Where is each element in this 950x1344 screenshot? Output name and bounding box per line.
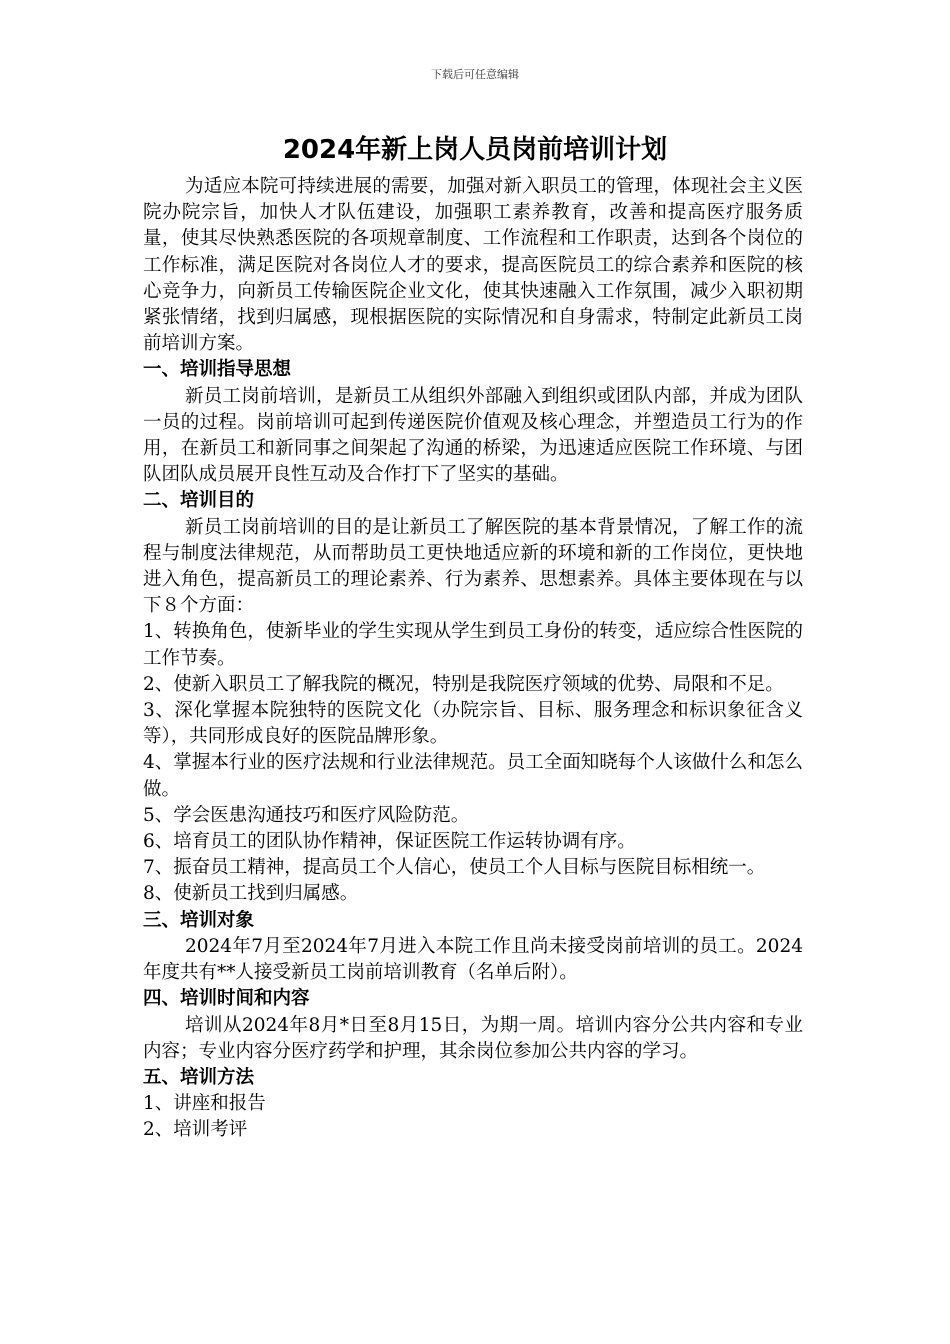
section-text-time-content: 培训从2024年8月*日至8月15日，为期一周。培训内容分公共内容和专业内容；专业内容分医疗药学和护理，其余岗位参加公共内容的学习。 xyxy=(143,1014,803,1062)
section-heading-guiding-ideology: 一、培训指导思想 xyxy=(143,359,292,381)
purpose-item: 3、深化掌握本院独特的医院文化（办院宗旨、目标、服务理念和标识象征含义等），共同形成良好的医院品牌形象。 xyxy=(143,700,803,748)
purpose-item: 1、转换角色，使新毕业的学生实现从学生到员工身份的转变，适应综合性医院的工作节奏。 xyxy=(143,621,803,669)
purpose-item: 5、学会医患沟通技巧和医疗风险防范。 xyxy=(143,804,470,826)
section-heading-methods: 五、培训方法 xyxy=(143,1066,255,1088)
section-heading-purpose: 二、培训目的 xyxy=(143,490,255,512)
section-heading-time-content: 四、培训时间和内容 xyxy=(143,988,310,1010)
purpose-item: 4、掌握本行业的医疗法规和行业法律规范。员工全面知晓每个人该做什么和怎么做。 xyxy=(143,752,803,800)
purpose-item: 2、使新入职员工了解我院的概况，特别是我院医疗领域的优势、局限和不足。 xyxy=(143,673,784,695)
section-text-guiding-ideology: 新员工岗前培训，是新员工从组织外部融入到组织或团队内部，并成为团队一员的过程。岗前培训可起到传递医院价值观及核心理念，并塑造员工行为的作用，在新员工和新同事之间架起了沟通的桥梁，为迅速适应医院工作环境、与团队团队成员展开良性互动及合作打下了坚实的基础。 xyxy=(143,385,803,486)
purpose-item: 8、使新员工找到归属感。 xyxy=(143,883,359,905)
purpose-item: 6、培育员工的团队协作精神，保证医院工作运转协调有序。 xyxy=(143,831,636,853)
method-item: 1、讲座和报告 xyxy=(143,1093,266,1115)
section-text-trainees: 2024年7月至2024年7月进入本院工作且尚未接受岗前培训的员工。2024年度共有**人接受新员工岗前培训教育（名单后附）。 xyxy=(143,935,803,984)
header-note: 下载后可任意编辑 xyxy=(431,68,519,81)
purpose-item: 7、振奋员工精神，提高员工个人信心，使员工个人目标与医院目标相统一。 xyxy=(143,857,766,879)
intro-paragraph: 为适应本院可持续进展的需要，加强对新入职员工的管理，体现社会主义医院办院宗旨，加快人才队伍建设，加强职工素养教育，改善和提高医疗服务质量，使其尽快熟悉医院的各项规章制度、工作流程和工作职责，达到各个岗位的工作标准，满足医院对各岗位人才的要求，提高医院员工的综合素养和医院的核心竞争力，向新员工传输医院企业文化，使其快速融入工作氛围，减少入职初期紧张情绪，找到归属感，现根据医院的实际情况和自身需求，特制定此新员工岗前培训方案。 xyxy=(143,176,803,355)
method-item: 2、培训考评 xyxy=(143,1119,248,1141)
section-text-purpose: 新员工岗前培训的目的是让新员工了解医院的基本背景情况，了解工作的流程与制度法律规范，从而帮助员工更快地适应新的环境和新的工作岗位，更快地进入角色，提高新员工的理论素养、行为素养、思想素养。具体主要体现在与以下８个方面： xyxy=(143,516,803,617)
document-title: 2024年新上岗人员岗前培训计划 xyxy=(282,135,668,165)
document-body xyxy=(143,174,803,1144)
section-heading-trainees: 三、培训对象 xyxy=(143,909,255,931)
